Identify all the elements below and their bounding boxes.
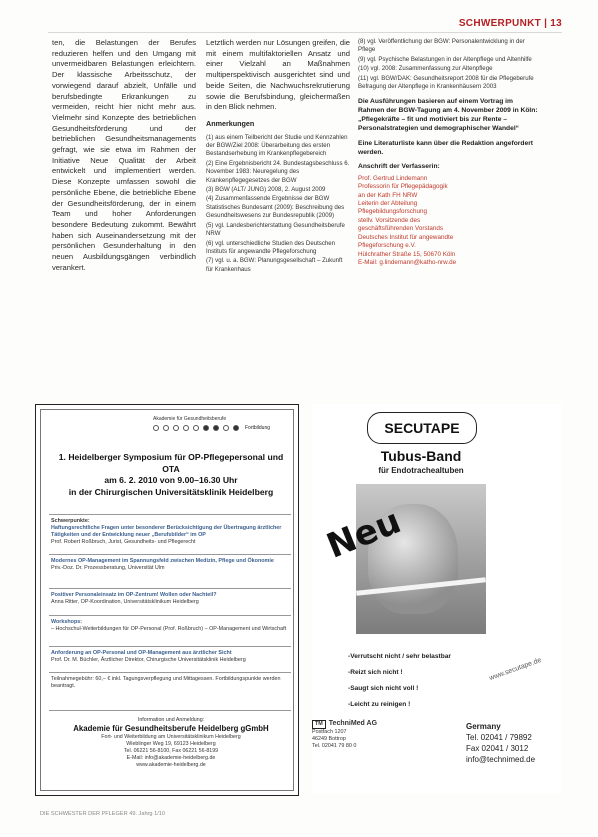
company-line: Tel. 02041 79 80 0 <box>312 743 357 749</box>
notes-heading: Anmerkungen <box>206 118 255 128</box>
company-name: TechniMed AG <box>328 720 378 727</box>
email-link[interactable]: info@technimed.de <box>466 755 536 764</box>
program-section <box>51 558 289 572</box>
section-divider <box>49 554 291 555</box>
note-item: (3) BGW (ALT/ JUNG) 2008, 2. August 2009 <box>206 186 326 194</box>
program-section <box>51 592 289 606</box>
section-heading: Schwerpunkte: <box>51 518 90 524</box>
author-line: Pflegeforschung e.V. <box>358 242 416 250</box>
author-line: Leiterin der Abteilung <box>358 200 418 208</box>
section-topic: Workshops: <box>51 619 83 625</box>
product-name: Tubus-Band <box>380 448 462 464</box>
section-divider <box>49 514 291 515</box>
author-address <box>358 175 538 267</box>
section-speaker: Anna Ritter, OP-Koordination, Universitätsklinikum Heidelberg <box>51 599 199 605</box>
page-footer: DIE SCHWESTER DER PFLEGER 49. Jahrg 1/10 <box>40 811 165 817</box>
symposium-ad-frame <box>40 409 294 791</box>
section-speaker: Priv.-Doz. Dr. Prozessberatung, Universität Ulm <box>51 565 165 571</box>
program-section <box>51 619 289 633</box>
author-line: Pflegebildungsforschung <box>358 208 427 216</box>
company-line: 46249 Bottrop <box>312 736 346 742</box>
feature-item: -Verrutscht nicht / sehr belastbar <box>348 653 451 660</box>
section-speaker: – Hochschul-Weiterbildungen für OP-Personal (Prof. Roßbruch) – OP-Management und Wirtschaft <box>51 626 287 632</box>
contact-intro: Information und Anmeldung: <box>137 717 205 723</box>
article-column-2 <box>206 38 350 275</box>
academy-line: Fort- und Weiterbildung am Universitätsklinikum Heidelberg <box>101 734 241 740</box>
feature-list <box>348 649 451 713</box>
company-line: Postfach 1207 <box>312 729 347 735</box>
note-item: (4) Zusammenfassende Ergebnisse der BGW Statistisches Bundesamt (2009): Beschreibung des Gesundheitswesens zur Bundesrepublik (2009) <box>206 195 345 220</box>
section-header: SCHWERPUNKT | 13 <box>458 18 562 29</box>
section-divider <box>49 646 291 647</box>
note-item: (5) vgl. Landesberichterstattung Gesundheitsberufe NRW <box>206 221 345 238</box>
note-item: (2) Eine Ergebnisbericht 24. Bundestagsbeschluss 6. November 1983: Neuregelung des Krankenpflegegesetzes der BGW <box>206 159 350 184</box>
symposium-ad <box>35 404 299 796</box>
academy-name: Akademie für Gesundheitsberufe Heidelberg gGmbH <box>73 724 269 733</box>
author-line: stellv. Vorsitzende des <box>358 216 421 224</box>
product-url[interactable]: www.secutape.de <box>488 656 543 683</box>
dot-icon <box>163 425 169 431</box>
article-paragraph: Letztlich werden nur Lösungen greifen, die mit einem multifaktoriellen Ansatz und einer Vielzahl an Maßnahmen multiperspektivisch ausgerichtet sind und beide Seiten, die Nachwuchsrekrutierung sowie die Berufsbindung, gleichermaßen in den Blick nehmen. <box>206 38 350 112</box>
feature-item: -Leicht zu reinigen ! <box>348 701 411 708</box>
brand-logo: SECUTAPE <box>367 412 477 444</box>
article-column-3 <box>358 38 538 267</box>
dot-icon <box>183 425 189 431</box>
section-topic: Anforderung an OP-Personal und OP-Management aus ärztlicher Sicht <box>51 650 232 656</box>
academy-badge: Akademie für Gesundheitsberufe <box>153 416 227 422</box>
product-subtitle: für Endotrachealtuben <box>378 466 464 475</box>
author-line: Professorin für Pflegepädagogik <box>358 183 448 191</box>
academy-contact <box>51 717 291 769</box>
section-topic: Positiver Personaleinsatz im OP-Zentrum! Wollen oder Nachteil? <box>51 592 217 598</box>
academy-email[interactable]: E-Mail: info@akademie-heidelberg.de <box>126 755 216 761</box>
academy-url[interactable]: www.akademie-heidelberg.de <box>136 762 206 768</box>
company-block <box>312 720 377 750</box>
country: Germany <box>466 722 501 731</box>
author-line: Deutsches Institut für angewandte <box>358 233 454 241</box>
academy-line: Tel. 06221 56-8100, Fax 06221 56-8199 <box>123 748 219 754</box>
author-heading: Anschrift der Verfasserin: <box>358 163 440 171</box>
dot-icon <box>153 425 159 431</box>
fee-text: Teilnahmegebühr: 60,– € inkl. Tagungsverpflegung und Mittagessen. Fortbildungspunkte werden beantragt. <box>51 676 281 689</box>
section-topic: Modernes OP-Management im Spannungsfeld zwischen Medizin, Pflege und Ökonomie <box>51 558 274 564</box>
section-divider <box>49 710 291 711</box>
article-paragraph: ten, die Belastungen der Berufes reduzieren helfen und den Umgang mit unvermeidbaren Belastungen erleichtern. Der klassische Arbeitsschutz, der vorwiegend darauf abzielt, Unfälle und berufsbedingte Erkrankungen zu vermeiden, reicht hier nicht mehr aus. Vielmehr sind Konzepte des betrieblichen Gesundheitsförderung und der betrieblichen Gesundheitsmanagements gefragt, wie sie etwa im Rahmen der Initiative Neue Qualität der Arbeit entwickelt und implementiert werden. Diese Konzepte umfassen sowohl die persönliche Ebene, die betriebliche Ebene der Gesundheitsförderung, der in einem Team und hoher Anforderungen besondere Bedeutung zukommt. Bewährt haben sich Auseinandersetzung mit der persönlichen Gesunderhaltung in den neuen Ausbildungsgängen verbindlich verankert. <box>52 38 196 272</box>
section-speaker: Prof. Dr. M. Büchler, Ärztlicher Direktor, Chirurgische Universitätsklinik Heidelberg <box>51 657 246 663</box>
program-section <box>51 518 289 546</box>
notes-list-continued <box>358 38 538 91</box>
feature-item: -Saugt sich nicht voll ! <box>348 685 419 692</box>
author-line: an der Kath FH NRW <box>358 191 418 199</box>
dot-icon <box>193 425 199 431</box>
title-line: am 6. 2. 2010 von 9.00–16.30 Uhr <box>104 475 238 485</box>
author-line: Hülchrather Straße 15, 50670 Köln <box>358 250 456 258</box>
section-divider <box>49 672 291 673</box>
note-item: (10) vgl. 2008: Zusammenfassung zur Altenpflege <box>358 65 493 73</box>
title-line: 1. Heidelberger Symposium für OP-Pflegepersonal und OTA <box>58 452 284 474</box>
program-section <box>51 650 289 664</box>
note-item: (6) vgl. unterschiedliche Studien des Deutschen Instituts für angewandte Pflegeforschung <box>206 239 336 255</box>
dot-filled-icon <box>213 425 219 431</box>
fee-section <box>51 676 289 690</box>
notes-list <box>206 134 350 275</box>
section-speaker: Prof. Robert Roßbruch, Jurist, Gesundheits- und Pflegerecht <box>51 539 196 545</box>
note-item: (9) vgl. Psychische Belastungen in der Altenpflege und Altenhilfe <box>358 55 532 63</box>
symposium-title <box>51 452 291 498</box>
header-rule <box>48 32 562 33</box>
note-item: (11) vgl. BGW/DAK: Gesundheitsreport 2008 für die Pflegeberufe Befragung der Altenpflege in Krankenhäusern 2003 <box>358 74 534 91</box>
literature-note: Eine Literaturliste kann über die Redaktion angefordert werden. <box>358 140 534 157</box>
fortbildung-label: Fortbildung <box>245 425 271 431</box>
academy-line: Wieblinger Weg 19, 69123 Heidelberg <box>126 741 216 747</box>
author-line: Prof. Gertrud Lindemann <box>358 174 428 182</box>
dot-icon <box>173 425 179 431</box>
fortbildung-dots <box>153 425 270 431</box>
article-column-1 <box>52 38 196 279</box>
author-line: geschäftsführenden Vorstands <box>358 225 444 233</box>
title-line: in der Chirurgischen Universitätsklinik Heidelberg <box>68 486 274 497</box>
fax: Fax 02041 / 3012 <box>466 744 529 753</box>
section-topic: Haftungsrechtliche Fragen unter besonderer Berücksichtigung der Übertragung ärztlicher Tätigkeiten und der Entwicklung neuer „Berufsbilder“ im OP <box>51 525 282 538</box>
new-badge: Neu <box>321 501 407 567</box>
note-item: (7) vgl. u. a. BGW: Planungsgesellschaft – Zukunft für Krankenhaus <box>206 257 343 273</box>
company-logo: TM <box>312 720 326 729</box>
dot-filled-icon <box>203 425 209 431</box>
note-item: (1) aus einem Teilbericht der Studie und Kennzahlen der BGW/Ziel 2008: Überarbeitung des ersten Bestandserhebung im Krankenpflegebereich <box>206 133 348 158</box>
dot-filled-icon <box>233 425 239 431</box>
author-email[interactable]: E-Mail: g.lindemann@katho-nrw.de <box>358 258 457 266</box>
lecture-note: Die Ausführungen basieren auf einem Vortrag im Rahmen der BGW-Tagung am 4. November 2009 in Köln: „Pflegekräfte – fit und motiviert bis zur Rente – Personalstrategien und demographischer Wandel“ <box>358 98 538 133</box>
note-item: (8) vgl. Veröffentlichung der BGW: Personalentwicklung in der Pflege <box>358 38 525 54</box>
feature-item: -Reizt sich nicht ! <box>348 669 403 676</box>
section-divider <box>49 615 291 616</box>
contact-block <box>466 721 535 765</box>
phone: Tel. 02041 / 79892 <box>466 733 532 742</box>
section-divider <box>49 588 291 589</box>
dot-icon <box>223 425 229 431</box>
secutape-ad <box>312 404 562 794</box>
